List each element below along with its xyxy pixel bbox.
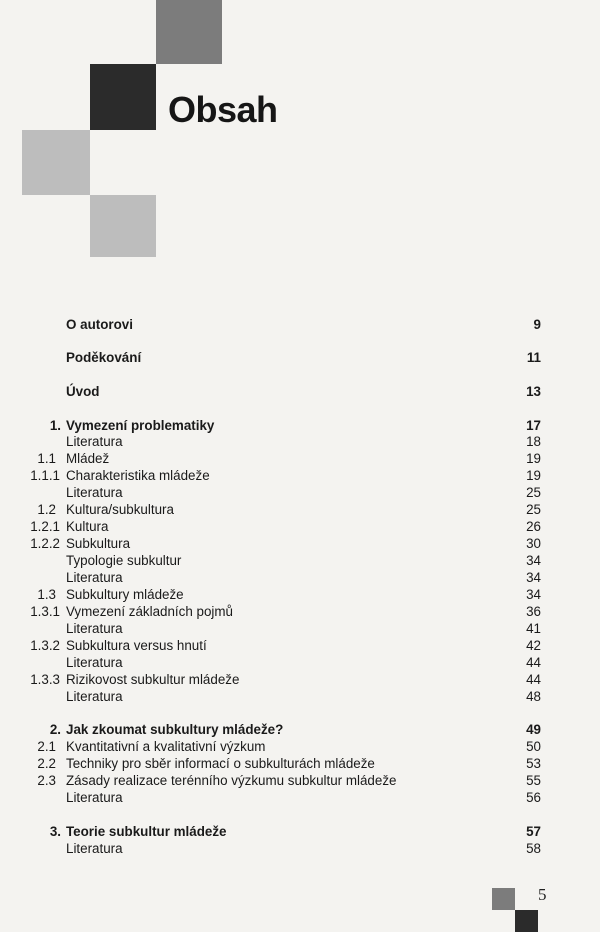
toc-entry-title: Jak zkoumat subkultury mládeže? xyxy=(66,722,284,737)
toc-entry-title: Techniky pro sběr informací o subkulturách mládeže xyxy=(66,756,375,771)
toc-entry xyxy=(0,603,600,620)
toc-entry xyxy=(0,721,600,738)
toc-entry-title: Literatura xyxy=(66,655,123,670)
toc-entry-title: Teorie subkultur mládeže xyxy=(66,824,227,839)
toc-entry-page: 19 xyxy=(526,468,541,483)
toc-entry-title: Kultura xyxy=(66,519,109,534)
toc-entry-number: 1.2.1 xyxy=(30,519,60,534)
toc-entry xyxy=(0,518,600,535)
toc-entry-page: 41 xyxy=(526,621,541,636)
toc-entry-page: 57 xyxy=(526,824,541,839)
toc-entry xyxy=(0,620,600,637)
toc-entry-number: 2. xyxy=(49,722,61,737)
toc-entry xyxy=(0,688,600,705)
toc-entry-page: 50 xyxy=(526,739,541,754)
toc-entry-number: 3. xyxy=(49,824,61,839)
toc-entry-page: 55 xyxy=(526,773,541,788)
page-number: 5 xyxy=(538,885,547,904)
toc-entry xyxy=(0,654,600,671)
toc-entry-page: 49 xyxy=(526,722,541,737)
toc-entry-page: 34 xyxy=(526,570,541,585)
toc-entry-title: Literatura xyxy=(66,485,123,500)
toc-entry xyxy=(0,450,600,467)
toc-entry-number: 1.3 xyxy=(37,587,56,602)
toc-entry xyxy=(0,755,600,772)
toc-entry-number: 1. xyxy=(49,418,61,433)
toc-entry-page: 26 xyxy=(526,519,541,534)
toc-entry-number: 1.3.1 xyxy=(30,604,60,619)
toc-entry-page: 30 xyxy=(526,536,541,551)
toc-entry-title: Literatura xyxy=(66,621,123,636)
toc-entry-page: 42 xyxy=(526,638,541,653)
toc-entry xyxy=(0,349,600,366)
toc-entry-title: Vymezení základních pojmů xyxy=(66,604,233,619)
toc-entry-page: 19 xyxy=(526,451,541,466)
toc-entry-page: 25 xyxy=(526,485,541,500)
toc-entry xyxy=(0,535,600,552)
toc-entry xyxy=(0,552,600,569)
toc-entry-number: 2.2 xyxy=(37,756,56,771)
toc-entry-title: Mládež xyxy=(66,451,110,466)
toc-entry-title: Subkultury mládeže xyxy=(66,587,184,602)
toc-entry-title: Subkultura versus hnutí xyxy=(66,638,207,653)
toc-entry-page: 48 xyxy=(526,689,541,704)
toc-entry-title: Rizikovost subkultur mládeže xyxy=(66,672,240,687)
toc-entry-page: 13 xyxy=(526,384,541,399)
toc-entry xyxy=(0,501,600,518)
toc-entry-page: 25 xyxy=(526,502,541,517)
toc-entry-title: Subkultura xyxy=(66,536,131,551)
toc-entry-page: 53 xyxy=(526,756,541,771)
toc-entry-page: 36 xyxy=(526,604,541,619)
toc-entry-page: 58 xyxy=(526,841,541,856)
toc-entry-page: 44 xyxy=(526,655,541,670)
toc-entry-title: Typologie subkultur xyxy=(66,553,182,568)
toc-entry xyxy=(0,637,600,654)
toc-entry xyxy=(0,467,600,484)
toc-entry-page: 56 xyxy=(526,790,541,805)
toc-entry-title: Zásady realizace terénního výzkumu subkultur mládeže xyxy=(66,773,397,788)
toc-entry-number: 1.2.2 xyxy=(30,536,60,551)
toc-entry-title: Literatura xyxy=(66,689,123,704)
toc-entry xyxy=(0,823,600,840)
toc-entry-title: Kvantitativní a kvalitativní výzkum xyxy=(66,739,266,754)
toc-entry-number: 2.3 xyxy=(37,773,56,788)
toc-entry xyxy=(0,789,600,806)
toc-entry-page: 9 xyxy=(533,317,541,332)
toc-entry xyxy=(0,417,600,434)
toc-entry-number: 1.1 xyxy=(37,451,56,466)
toc-entry-page: 17 xyxy=(526,418,541,433)
toc-entry-number: 1.2 xyxy=(37,502,56,517)
toc-entry-page: 11 xyxy=(526,350,541,365)
toc-entry-title: Charakteristika mládeže xyxy=(66,468,210,483)
toc-entry-title: Kultura/subkultura xyxy=(66,502,174,517)
toc-entry-title: Poděkování xyxy=(66,350,142,365)
toc-entry-page: 34 xyxy=(526,587,541,602)
toc-entry-title: Vymezení problematiky xyxy=(66,418,215,433)
toc-entry xyxy=(0,433,600,450)
toc-entry-title: O autorovi xyxy=(66,317,133,332)
toc-entry-page: 34 xyxy=(526,553,541,568)
page-title: Obsah xyxy=(168,89,278,130)
toc-entry-number: 1.3.3 xyxy=(30,672,60,687)
toc-entry-title: Literatura xyxy=(66,841,123,856)
toc-entry-number: 2.1 xyxy=(37,739,56,754)
toc-entry xyxy=(0,840,600,857)
toc-entry-number: 1.1.1 xyxy=(30,468,60,483)
toc-entry-page: 18 xyxy=(526,434,541,449)
toc-entry xyxy=(0,316,600,333)
toc-entry-number: 1.3.2 xyxy=(30,638,60,653)
toc-entry-page: 44 xyxy=(526,672,541,687)
toc-entry-title: Literatura xyxy=(66,570,123,585)
toc-entry xyxy=(0,671,600,688)
toc-entry-title: Literatura xyxy=(66,790,123,805)
toc-entry xyxy=(0,738,600,755)
toc-entry xyxy=(0,586,600,603)
toc-entry-title: Úvod xyxy=(66,384,100,399)
toc-entry-title: Literatura xyxy=(66,434,123,449)
toc-entry xyxy=(0,383,600,400)
toc-entry xyxy=(0,772,600,789)
toc-entry xyxy=(0,569,600,586)
toc-entry xyxy=(0,484,600,501)
